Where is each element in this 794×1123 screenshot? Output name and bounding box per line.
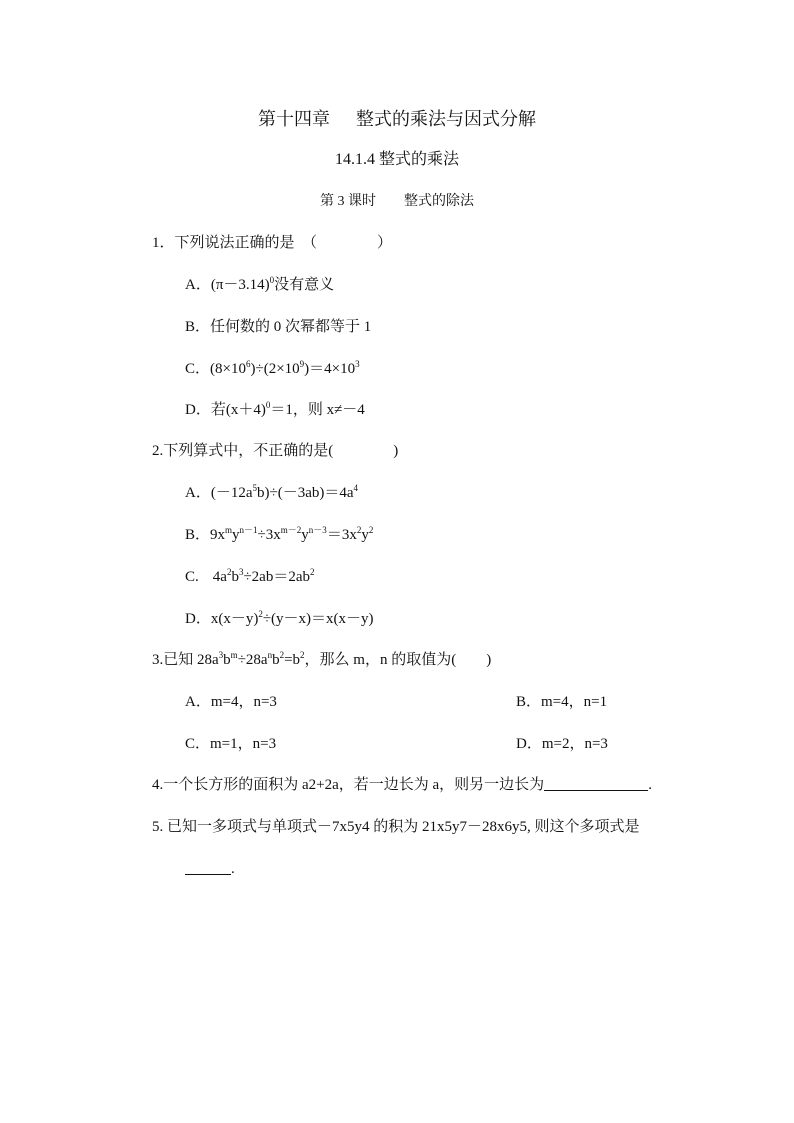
question-4-stem: 4.一个长方形的面积为 a2+2a，若一边长为 a，则另一边长为 . — [152, 777, 652, 793]
lesson-number: 第 3 课时 — [320, 194, 376, 209]
chapter-number: 第十四章 — [258, 109, 330, 129]
q3-option-d: D．m=2，n=3 — [516, 736, 608, 752]
chapter-name: 整式的乘法与因式分解 — [356, 109, 536, 129]
q1-option-c: C．$(8\times 10^6)\div(2\times 10^9)=4\times 10^3$ — [185, 359, 360, 377]
q1-option-a: A．$(\pi-3.14)^0$没有意义 — [185, 275, 335, 293]
q3-option-b: B．m=4，n=1 — [516, 694, 608, 710]
question-5-stem: 5. 已知一多项式与单项式－7x5y4 的积为 21x5y7－28x6y5, 则这个多项式是 — [152, 819, 640, 835]
q1-option-d: D．若$(x+4)^0=1$，则 x≠－4 — [185, 400, 365, 418]
q2-option-c: C. $4a^2b^3\div 2ab=2ab^2$ — [185, 567, 315, 585]
q3-option-a: A．m=4，n=3 — [185, 694, 277, 710]
answer-blank — [185, 861, 231, 875]
question-5-answer-line: . — [185, 860, 235, 878]
q3-option-c: C．m=1，n=3 — [185, 736, 277, 752]
q2-option-a: A．$(-12a^5b)\div(-3ab)=4a^4$ — [185, 483, 359, 501]
chapter-title — [0, 108, 794, 130]
q1-option-b: B．任何数的 0 次幂都等于 1 — [185, 319, 372, 335]
q2-option-d: D．$x(x-y)^2\div(y-x)=x(x-y)$ — [185, 609, 374, 627]
question-2-stem: 2.下列算式中，不正确的是( ) — [152, 443, 399, 459]
question-3-stem: 3.已知 $28a^3b^m\div 28a^nb^2=b^2$，那么 m，n 的取值为( ) — [152, 650, 492, 668]
lesson-name: 整式的除法 — [404, 194, 474, 209]
answer-blank — [544, 777, 648, 791]
lesson-title — [0, 193, 794, 211]
section-title: 14.1.4 整式的乘法 — [334, 151, 459, 168]
q2-option-b: B．$9x^my^{n-1}\div 3x^{m-2}y^{n-3}=3x^2y^2$ — [185, 525, 374, 543]
question-1-stem: 1．下列说法正确的是 （ ） — [152, 235, 393, 251]
